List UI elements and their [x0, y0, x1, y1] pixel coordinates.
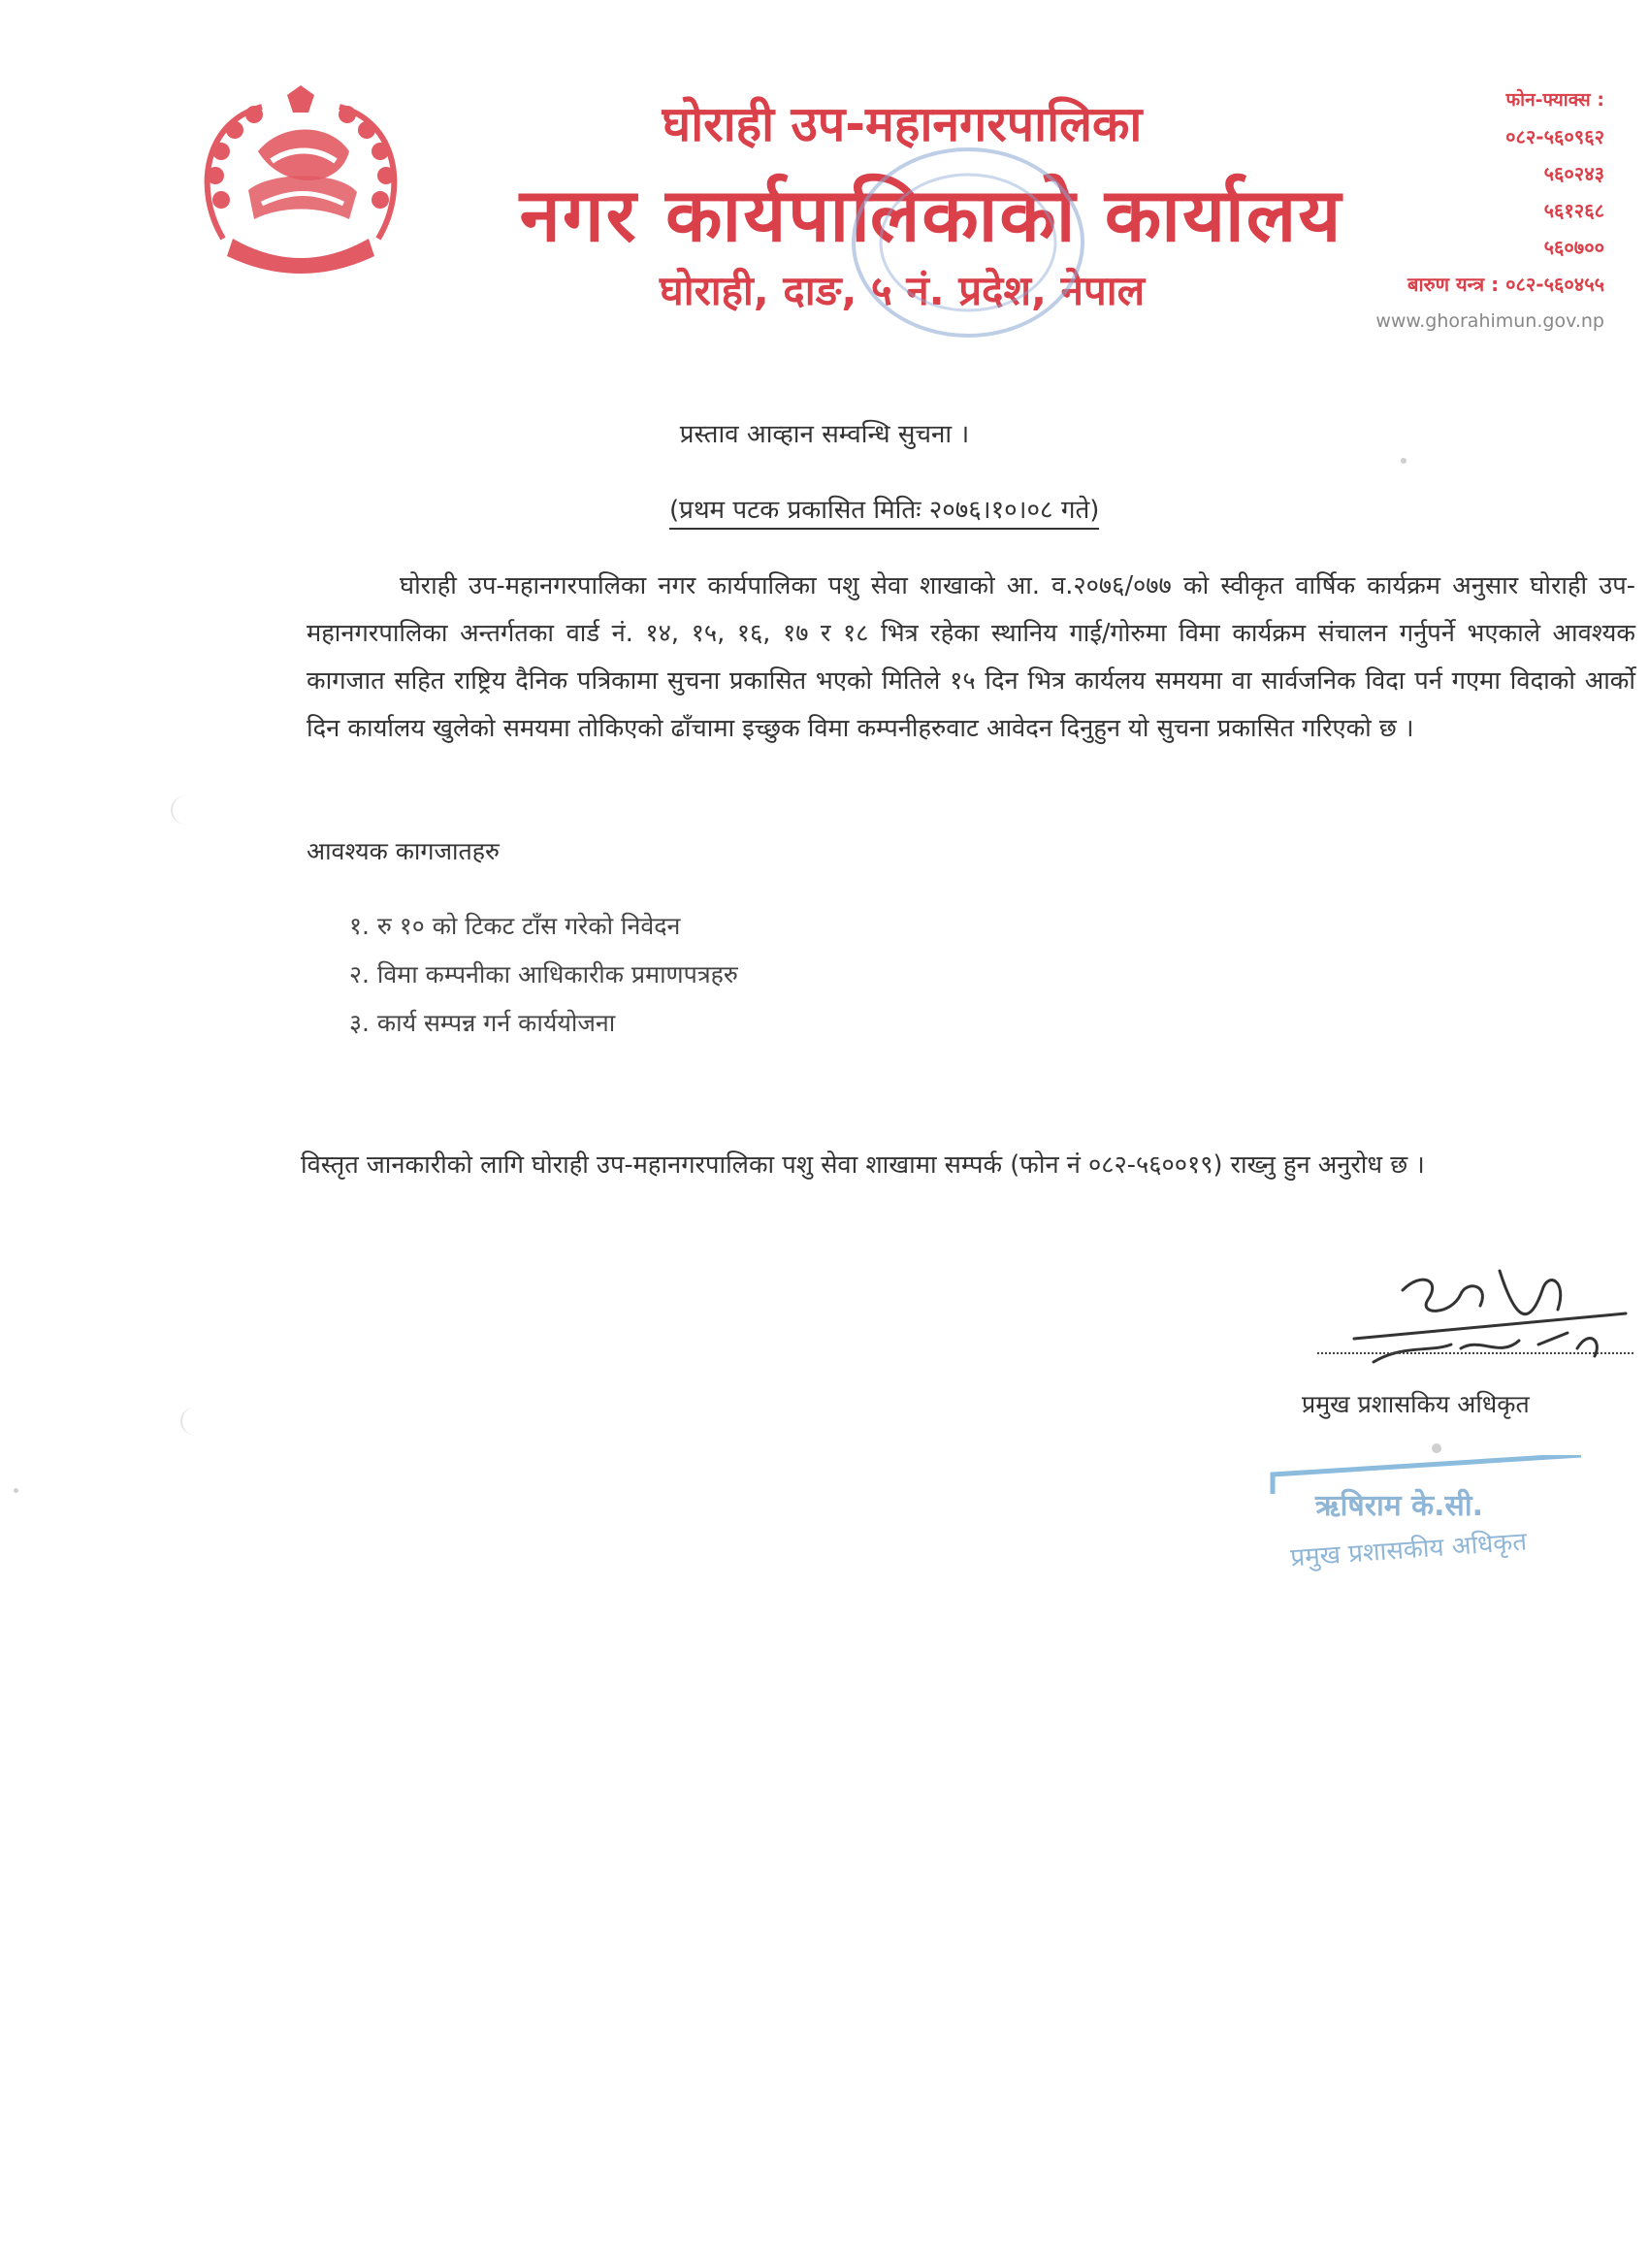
closing-note: विस्तृत जानकारीको लागि घोराही उप-महानगरपालिका पशु सेवा शाखामा सम्पर्क (फोन नं ०८२-५६००१९) राख्नु हुन अनुरोध छ । [301, 1150, 1425, 1180]
phone-number: ५६१२६८ [1543, 199, 1604, 222]
signatory-title: प्रमुख प्रशासकिय अधिकृत [1302, 1390, 1530, 1418]
office-address: घोराही, दाङ, ५ नं. प्रदेश, नेपाल [659, 267, 1146, 314]
official-stamp [1261, 1455, 1610, 1591]
publication-date: (प्रथम पटक प्रकासित मितिः २०७६।१०।०८ गते) [669, 491, 1099, 530]
phone-number: ५६०७०० [1543, 236, 1604, 259]
municipality-name: घोराही उप-महानगरपालिका [662, 96, 1143, 152]
signature-line [1317, 1352, 1633, 1354]
scan-artifact [1401, 458, 1406, 464]
contact-block [1375, 81, 1604, 340]
office-name: नगर कार्यपालिकाको कार्यालय [519, 172, 1343, 258]
list-item: ३. कार्य सम्पन्न गर्न कार्ययोजना [349, 1009, 616, 1037]
fire-brigade-number: बारुण यन्त्र : ०८२-५६०४५५ [1407, 273, 1604, 296]
phone-number: ०८२-५६०९६२ [1505, 125, 1604, 148]
phone-fax-label: फोन-फ्याक्स : [1505, 89, 1604, 111]
list-item: २. विमा कम्पनीका आधिकारीक प्रमाणपत्रहरु [349, 960, 738, 988]
list-item: १. रु १० को टिकट टाँस गरेको निवेदन [349, 912, 681, 940]
stamp-name: ऋषिराम के.सी. [1315, 1489, 1484, 1523]
scan-artifact [1432, 1443, 1441, 1453]
required-documents-list [349, 902, 738, 1048]
phone-number: ५६०२४३ [1543, 162, 1604, 185]
nepal-emblem-icon [194, 83, 407, 289]
notice-subject: प्रस्ताव आव्हान सम्वन्धि सुचना । [679, 420, 970, 449]
handwritten-signature [1335, 1251, 1645, 1377]
scan-artifact [171, 795, 202, 825]
scan-artifact [14, 1488, 18, 1493]
website-link[interactable]: www.ghorahimun.gov.np [1375, 310, 1604, 332]
notice-body: घोराही उप-महानगरपालिका नगर कार्यपालिका पशु सेवा शाखाको आ. व.२०७६/०७७ को स्वीकृत वार्षिक कार्यक्रम अनुसार घोराही उप-महानगरपालिका अन्तर्गतका वार्ड नं. १४, १५, १६, १७ र १८ भित्र रहेका स्थानिय गाई/गोरुमा विमा कार्यक्रम संचालन गर्नुपर्ने भएकाले आवश्यक कागजात सहित राष्ट्रिय दैनिक पत्रिकामा सुचना प्रकासित भएको मितिले १५ दिन भित्र कार्यलय समयमा वा सार्वजनिक विदा पर्न गएमा विदाको आर्को दिन कार्यालय खुलेको समयमा तोकिएको ढाँचामा इच्छुक विमा कम्पनीहरुवाट आवेदन दिनुहुन यो सुचना प्रकासित गरिएको छ । [307, 571, 1635, 743]
required-documents-title: आवश्यक कागजातहरु [307, 837, 500, 865]
stamp-title: प्रमुख प्रशासकीय अधिकृत [1289, 1527, 1528, 1573]
round-seal-icon [842, 136, 1094, 349]
scan-artifact [180, 1407, 211, 1436]
